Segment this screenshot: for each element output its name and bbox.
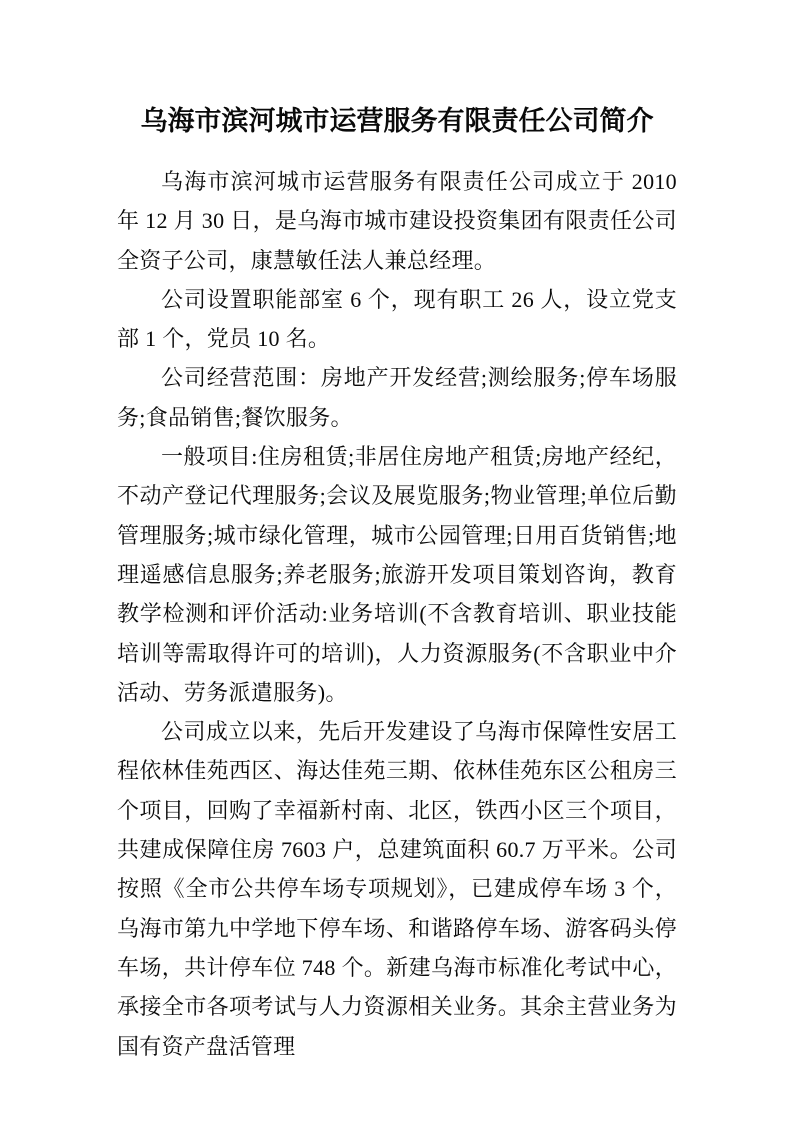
document-title: 乌海市滨河城市运营服务有限责任公司简介 (140, 106, 654, 136)
document-body (117, 162, 677, 1066)
paragraph-business-scope: 公司经营范围：房地产开发经营;测绘服务;停车场服务;食品销售;餐饮服务。 (117, 365, 677, 430)
paragraph-general-projects: 一般项目:住房租赁;非居住房地产租赁;房地产经纪，不动产登记代理服务;会议及展览服务;物业管理;单位后勤管理服务;城市绿化管理，城市公园管理;日用百货销售;地理遥感信息服务;养老服务;旅游开发项目策划咨询，教育教学检测和评价活动:业务培训(不含教育培训、职业技能培训等需取得许可的培训)，人力资源服务(不含职业中介活动、劳务派遣服务)。 (117, 444, 677, 705)
paragraph-staff-party: 公司设置职能部室 6 个，现有职工 26 人，设立党支部 1 个，党员 10 名。 (117, 286, 677, 352)
paragraph-achievements: 公司成立以来，先后开发建设了乌海市保障性安居工程依林佳苑西区、海达佳苑三期、依林佳苑东区公租房三个项目，回购了幸福新村南、北区，铁西小区三个项目，共建成保障住房 7603 户，总建筑面积 60.7 万平米。公司按照《全市公共停车场专项规划》，已建成停车场 3 个，乌海市第九中学地下停车场、和谐路停车场、游客码头停车场，共计停车位 748 个。新建乌海市标准化考试中心，承接全市各项考试与人力资源相关业务。其余主营业务为国有资产盘活管理 (117, 719, 677, 1059)
paragraph-company-founding: 乌海市滨河城市运营服务有限责任公司成立于 2010 年 12 月 30 日，是乌海市城市建设投资集团有限责任公司全资子公司，康慧敏任法人兼总经理。 (117, 169, 677, 273)
